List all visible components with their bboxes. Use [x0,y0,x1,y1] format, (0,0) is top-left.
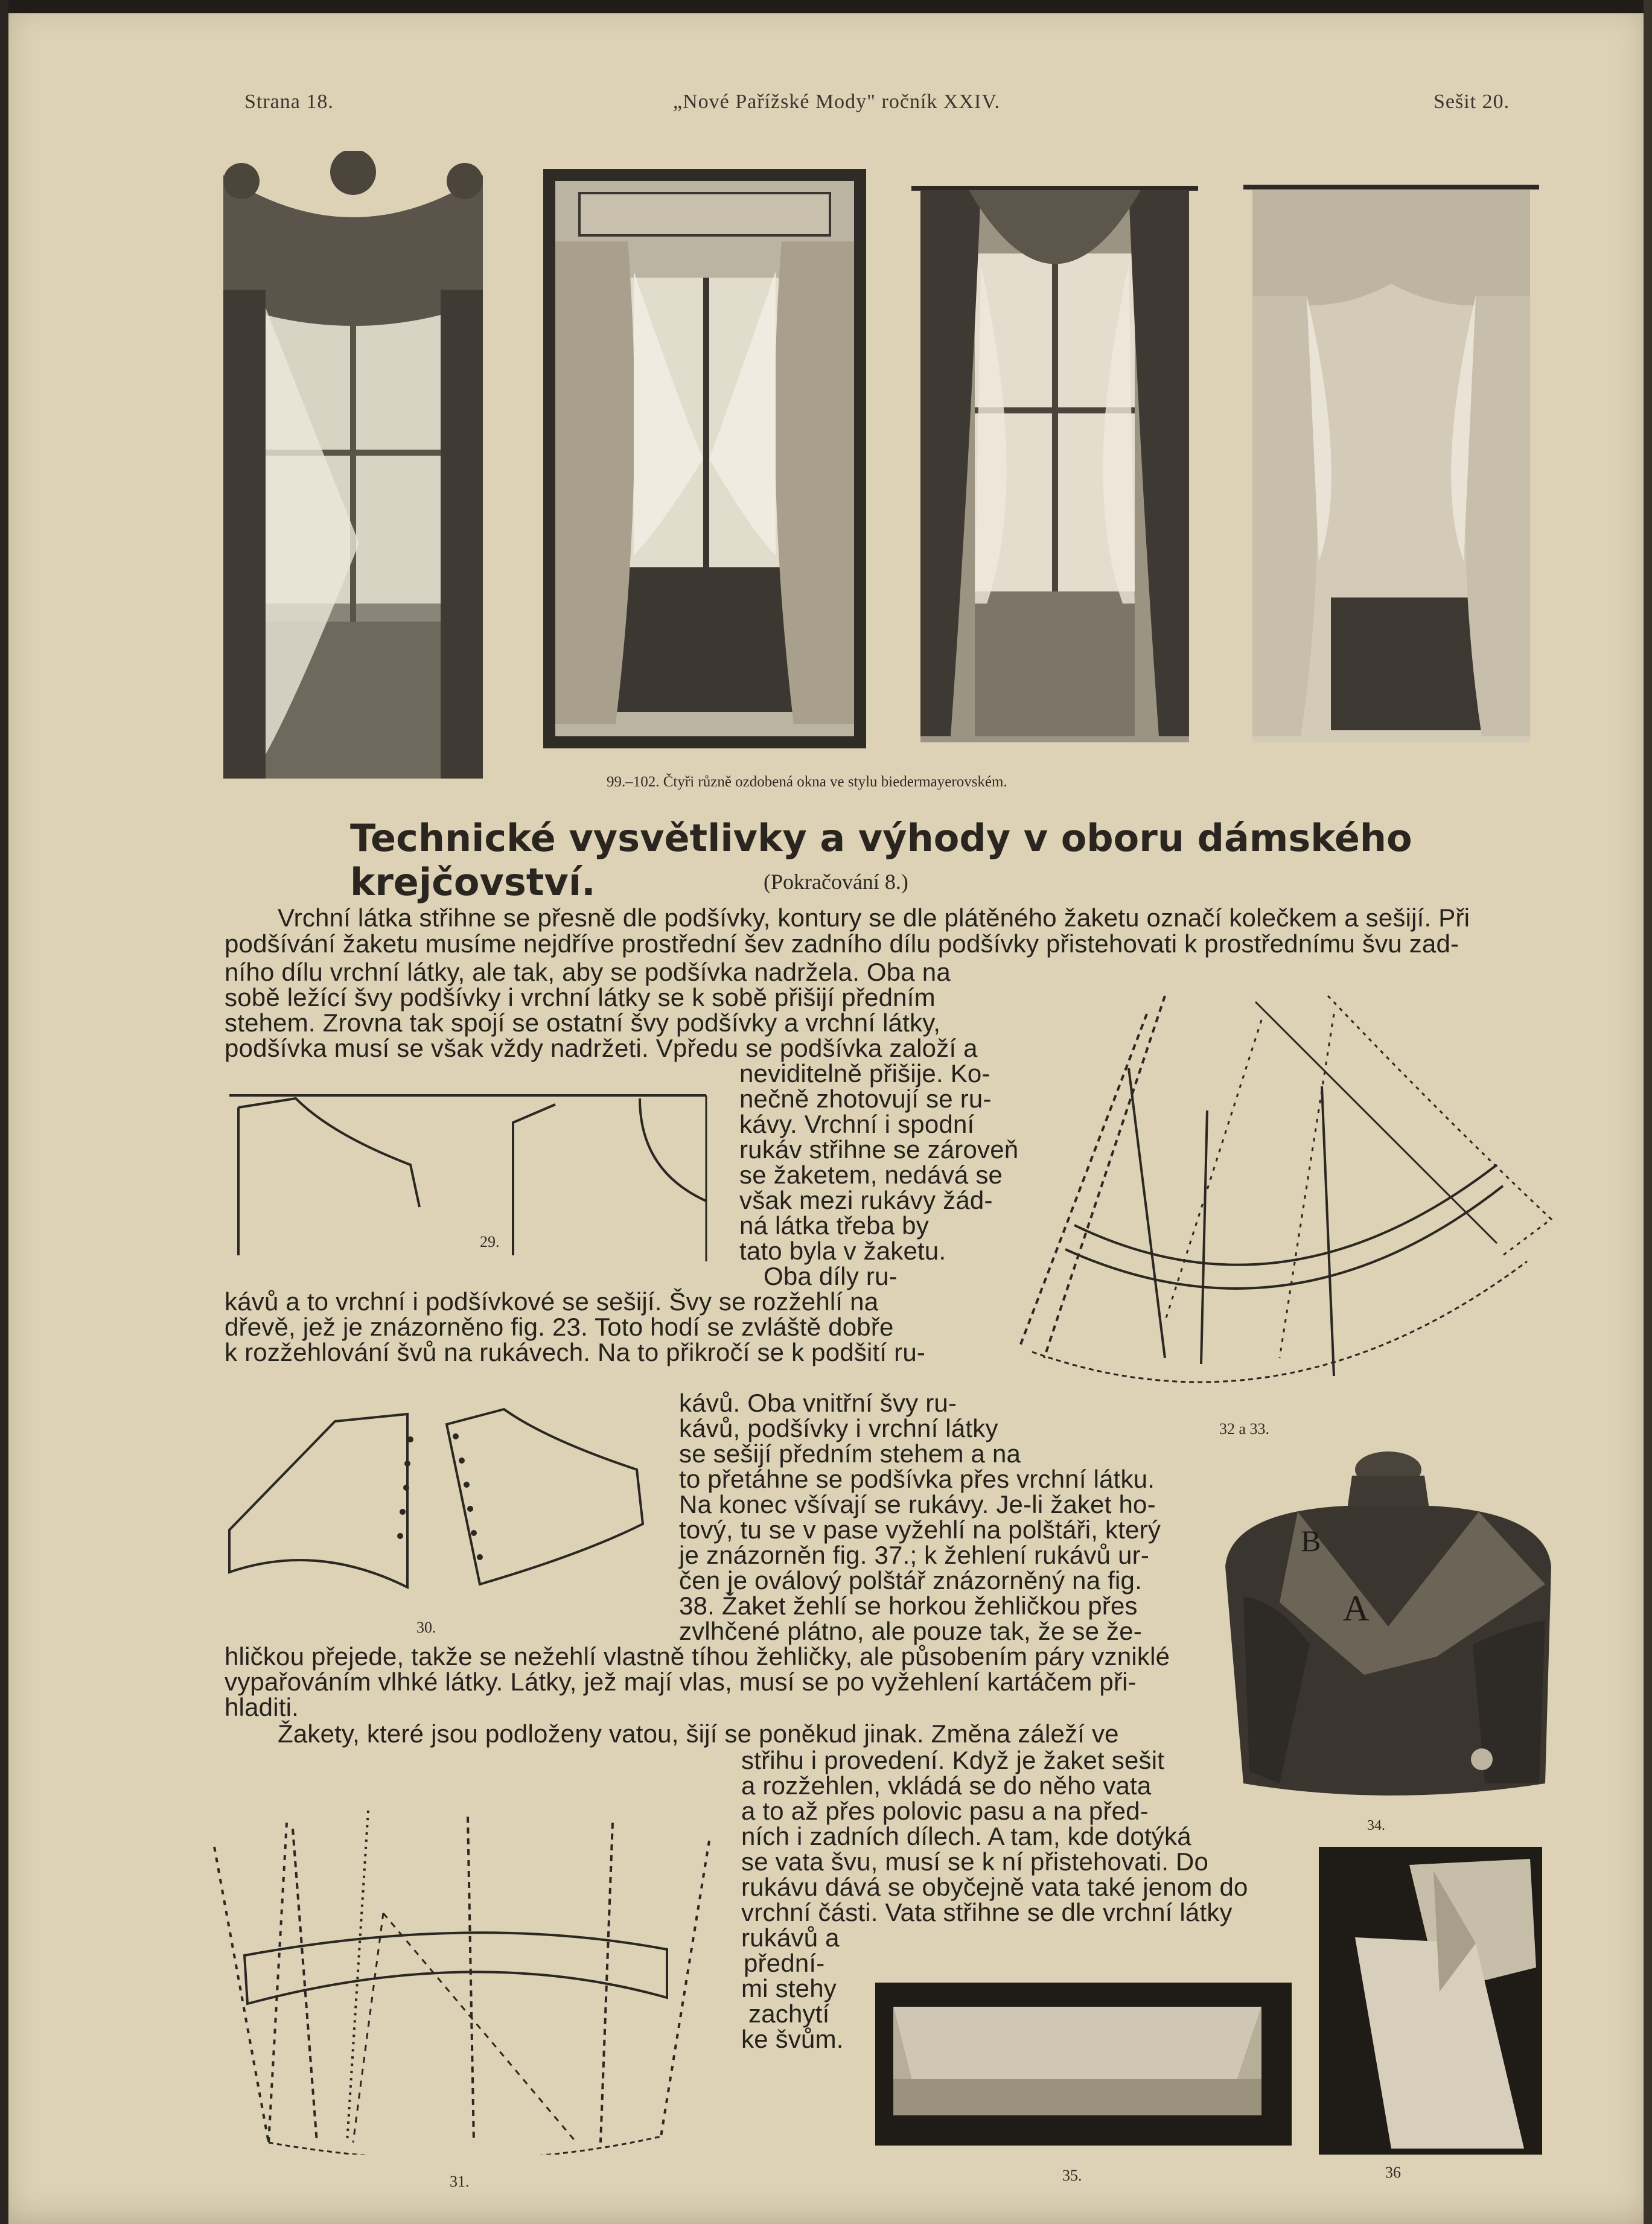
article-subtitle: (Pokračování 8.) [764,870,908,894]
paragraph-a-line-3: stehem. Zrovna tak spojí se ostatní švy podšívky a vrchní látky, [225,1008,941,1037]
paragraph-e-line-1: hličkou přejede, takže se nežehlí vlastně tíhou žehličky, ale působením páry vzniklé [225,1642,1170,1671]
figure-30-label: 30. [416,1619,436,1636]
paragraph-c-line-1: kávů a to vrchní i podšívkové se sešijí. Švy se rozžehlí na [225,1287,879,1316]
paragraph-f-line-1: Žakety, které jsou podloženy vatou, šijí se poněkud jinak. Změna záleží ve [278,1719,1119,1748]
paragraph-d-line-1: kávů. Oba vnitřní švy ru- [679,1389,957,1417]
figure-34-jacket [1207,1445,1557,1795]
figure-34-label: 34. [1367,1818,1385,1834]
header-issue: Sešit 20. [1434,91,1510,113]
paragraph-g-line-2: a rozžehlen, vkládá se do něho vata [741,1771,1152,1800]
paragraph-a-line-2: sobě ležící švy podšívky i vrchní látky se k sobě přišijí předním [225,983,936,1012]
figure-35-label: 35. [1062,2167,1082,2184]
figure-34-letter-a: A [1343,1588,1370,1628]
paragraph-b-line-9: Oba díly ru- [764,1262,898,1290]
figure-34-letter-b: B [1301,1524,1321,1558]
scan-border-top [0,0,1652,13]
header-page-number: Strana 18. [244,91,334,113]
figure-29-pattern [229,1086,712,1267]
paragraph-h-line-4: zachytí [748,1999,830,2028]
scan-border-left [0,0,8,2224]
paragraph-b-line-3: kávy. Vrchní i spodní [739,1110,975,1138]
paragraph-a-line-4: podšívka musí se však vždy nadržeti. Vpředu se podšívka založí a [225,1034,978,1062]
paragraph-d-line-3: se sešijí předním stehem a na [679,1439,1021,1468]
figure-32-33-pattern [1008,984,1563,1418]
paragraph-line-2: podšívání žaketu musíme nejdříve prostřední šev zadního dílu podšívky přistehovati k prostřednímu švu zad- [225,929,1459,958]
header-magazine-title: „Nové Pařížské Mody" ročník XXIV. [673,91,1000,113]
figure-32-33-label: 32 a 33. [1219,1420,1270,1438]
paragraph-e-line-3: hladiti. [225,1693,299,1721]
paragraph-g-line-3: a to až přes polovic pasu a na před- [741,1797,1149,1825]
paragraph-line-1: Vrchní látka střihne se přesně dle podšívky, kontury se dle plátěného žaketu označí kolečkem a sešijí. Při [278,903,1470,932]
figure-35-pillow [875,1983,1292,2146]
figure-window-100 [543,169,866,748]
paragraph-h-line-5: ke švům. [741,2025,844,2053]
figure-30-pattern [226,1403,673,1602]
figure-window-99 [208,151,498,785]
figure-31-pattern [202,1805,721,2155]
figure-caption-windows: 99.–102. Čtyři různě ozdobená okna ve stylu biedermayerovském. [607,774,1007,790]
paragraph-d-line-7: je znázorněn fig. 37.; k žehlení rukávů ur- [679,1541,1150,1569]
figure-31-label: 31. [450,2173,470,2190]
article-title: Technické vysvětlivky a výhody v oboru dámského krejčovství. [350,816,1412,904]
figure-window-101 [908,181,1201,742]
paragraph-b-line-2: nečně zhotovují se ru- [739,1085,992,1113]
paragraph-c-line-2: dřevě, jež je znázorněno fig. 23. Toto hodí se zvláště dobře [225,1313,894,1341]
figure-29-label: 29. [480,1233,500,1251]
paragraph-b-line-1: neviditelně přišije. Ko- [739,1059,990,1088]
paragraph-d-line-4: to přetáhne se podšívka přes vrchní látku. [679,1465,1155,1493]
paragraph-g-line-7: vrchní části. Vata střihne se dle vrchní látky [741,1898,1233,1926]
paragraph-b-line-6: však mezi rukávy žád- [739,1186,993,1214]
paragraph-g-line-6: rukávu dává se obyčejně vata také jenom do [741,1873,1248,1901]
paragraph-h-line-2: přední- [744,1949,825,1977]
paragraph-b-line-4: rukáv střihne se zároveň [739,1135,1019,1164]
scan-border-right [1644,0,1652,2224]
paragraph-h-line-1: rukávů a [741,1923,840,1952]
paragraph-g-line-1: střihu i provedení. Když je žaket sešit [741,1746,1165,1774]
paragraph-d-line-2: kávů, podšívky i vrchní látky [679,1414,998,1442]
paragraph-b-line-7: ná látka třeba by [739,1211,929,1240]
paragraph-g-line-4: ních i zadních dílech. A tam, kde dotýká [741,1822,1191,1850]
figure-36-label: 36 [1385,2164,1401,2181]
paragraph-b-line-8: tato byla v žaketu. [739,1237,946,1265]
paragraph-h-line-3: mi stehy [741,1974,837,2003]
paragraph-g-line-5: se vata švu, musí se k ní přistehovati. Do [741,1847,1209,1876]
paragraph-d-line-5: Na konec všívají se rukávy. Je-li žaket ho- [679,1490,1156,1518]
paragraph-d-line-8: čen je oválový polštář znázorněný na fig. [679,1566,1142,1595]
paragraph-b-line-5: se žaketem, nedává se [739,1161,1003,1189]
paragraph-c-line-3: k rozžehlování švů na rukávech. Na to přikročí se k podšití ru- [225,1338,926,1366]
paragraph-d-line-9: 38. Žaket žehlí se horkou žehličkou přes [679,1592,1138,1620]
paragraph-a-line-1: ního dílu vrchní látky, ale tak, aby se podšívka nadržela. Oba na [225,958,951,986]
figure-window-102 [1240,175,1542,748]
paragraph-d-line-6: tový, tu se v pase vyžehlí na polštáři, který [679,1515,1161,1544]
figure-36-sleeve-pillow [1319,1847,1542,2155]
paragraph-d-line-10: zvlhčené plátno, ale pouze tak, že se že- [679,1617,1142,1645]
paragraph-e-line-2: vypařováním vlhké látky. Látky, jež mají vlas, musí se po vyžehlení kartáčem při- [225,1668,1137,1696]
